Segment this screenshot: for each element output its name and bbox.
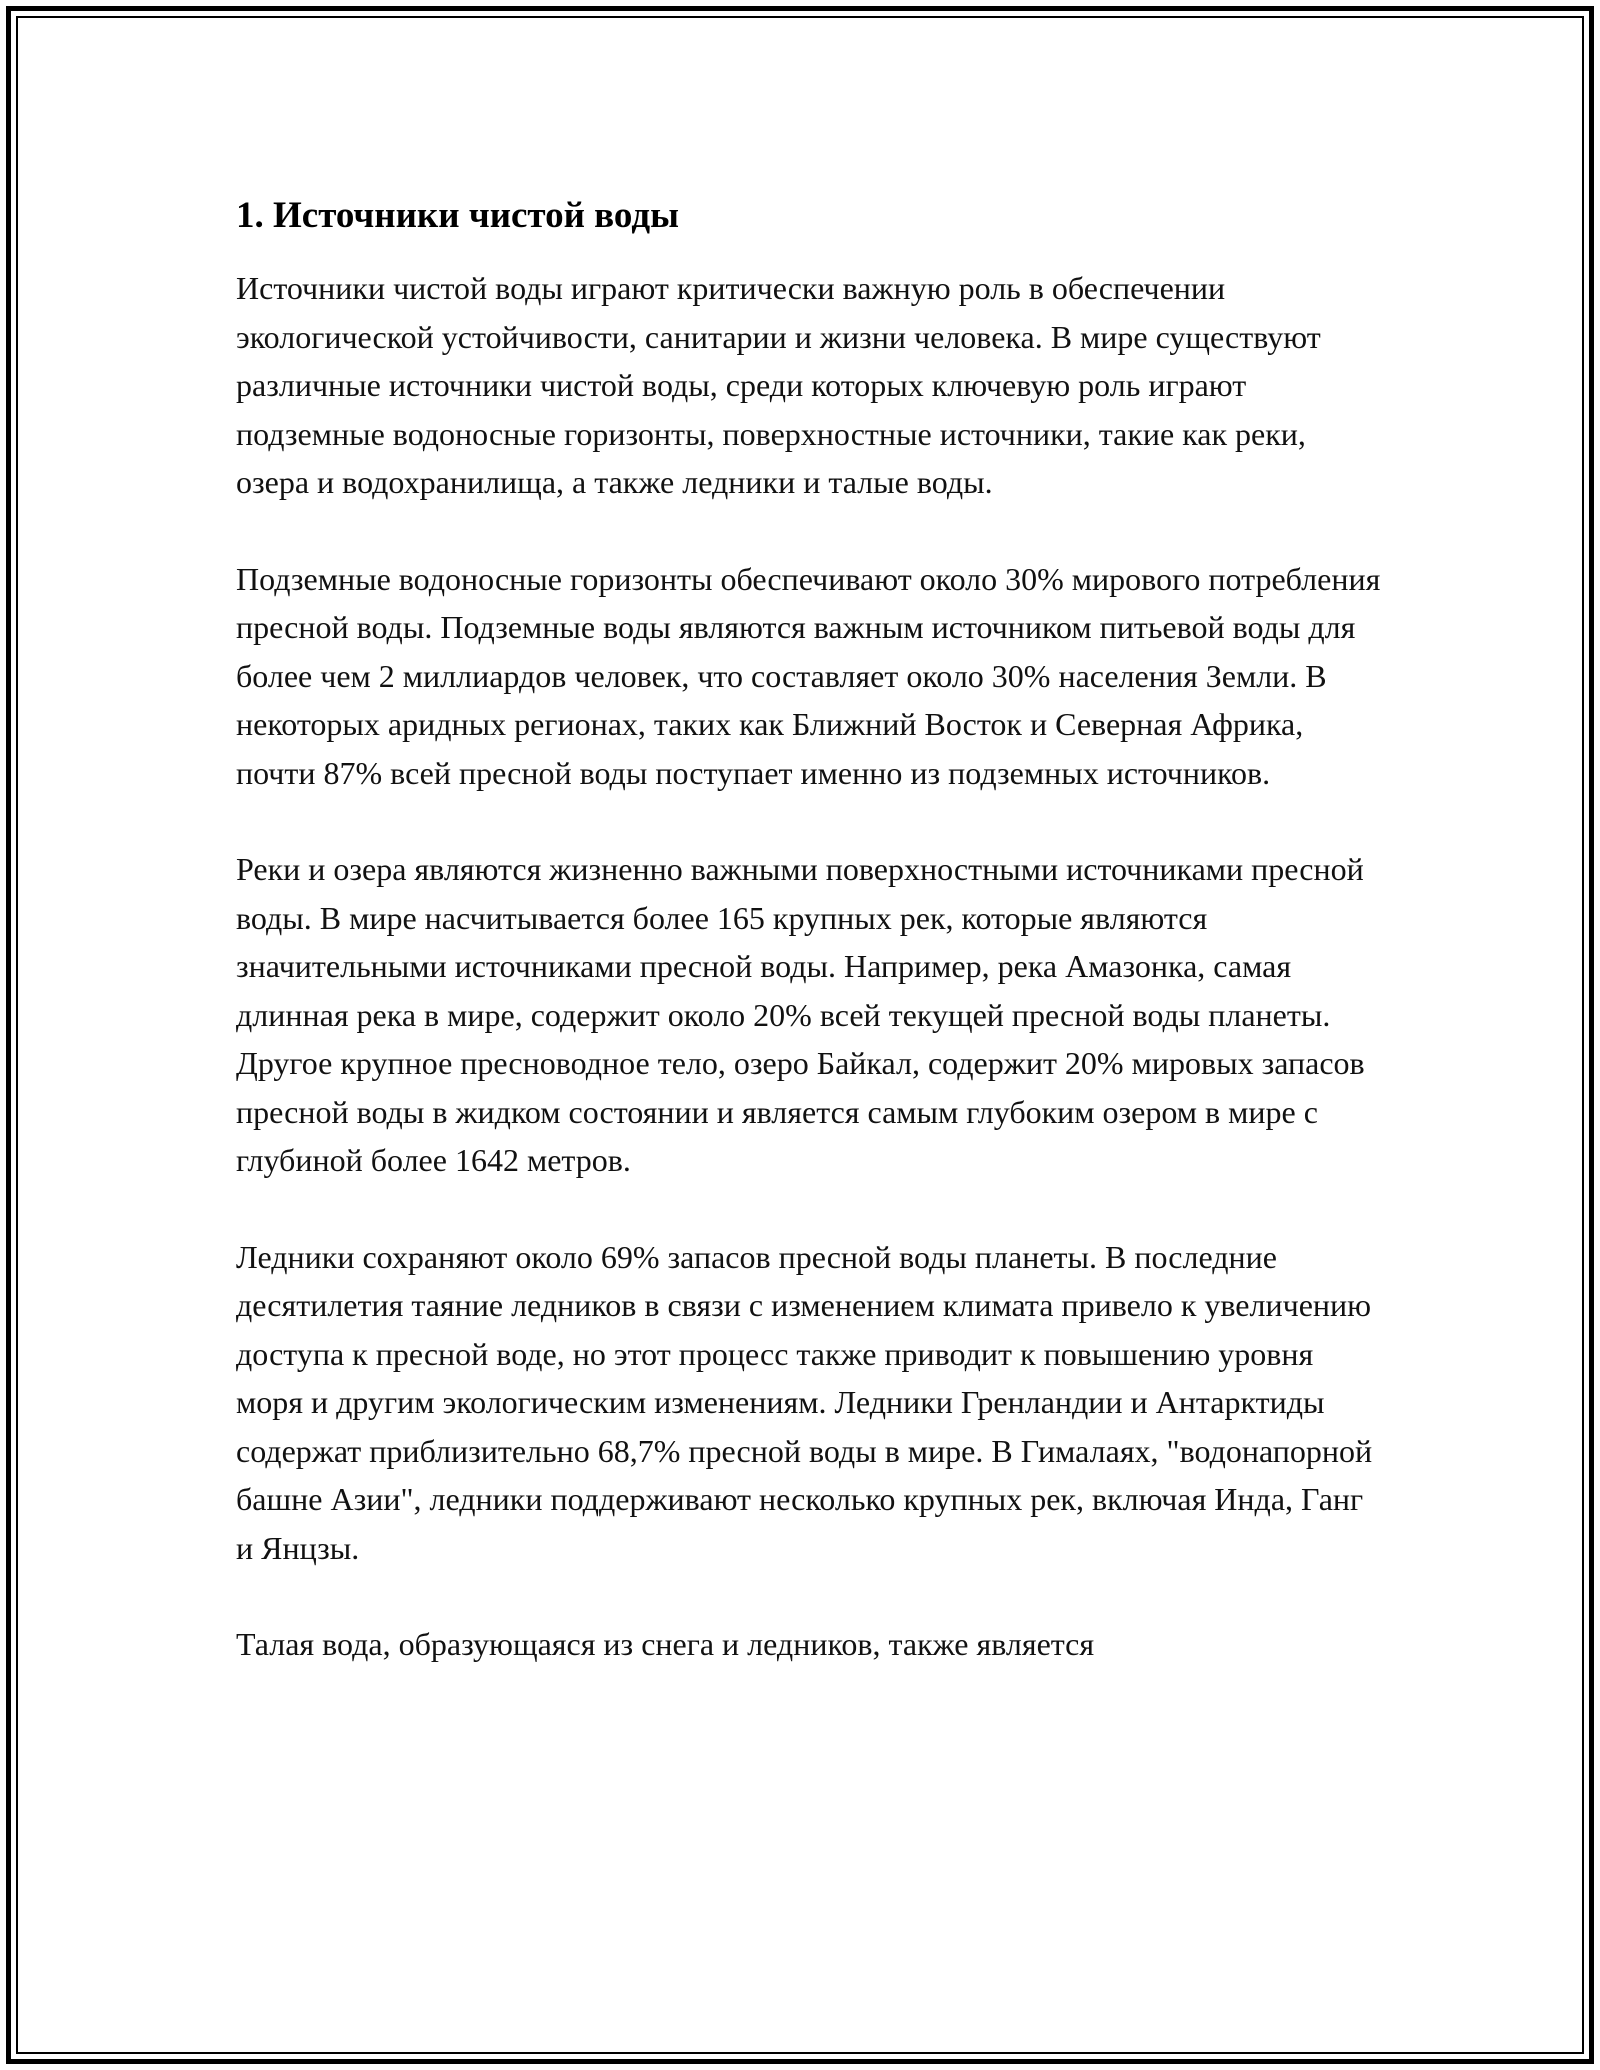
paragraph-meltwater: Талая вода, образующаяся из снега и ледников, также является	[236, 1626, 1095, 1662]
section-heading: 1. Источники чистой воды	[236, 195, 679, 236]
document-body	[236, 188, 1386, 1717]
paragraph-rivers-lakes: Реки и озера являются жизненно важными поверхностными источниками пресной воды. В мире насчитывается более 165 крупных рек, которые являются значительными источниками пресной воды. Например, река Амазонка, самая длинная река в мире, содержит около 20% всей текущей пресной воды планеты. Другое крупное пресноводное тело, озеро Байкал, содержит 20% мировых запасов пресной воды в жидком состоянии и является самым глубоким озером в мире с глубиной более 1642 метров.	[236, 851, 1365, 1178]
paragraph-water-sources-intro: Источники чистой воды играют критически важную роль в обеспечении экологической устойчивости, санитарии и жизни человека. В мире существуют различные источники чистой воды, среди которых ключевую роль играют подземные водоносные горизонты, поверхностные источники, такие как реки, озера и водохранилища, а также ледники и талые воды.	[236, 270, 1321, 500]
paragraph-groundwater: Подземные водоносные горизонты обеспечивают около 30% мирового потребления пресной воды. Подземные воды являются важным источником питьевой воды для более чем 2 миллиардов человек, что составляет около 30% населения Земли. В некоторых аридных регионах, таких как Ближний Восток и Северная Африка, почти 87% всей пресной воды поступает именно из подземных источников.	[236, 560, 1381, 791]
paragraph-glaciers: Ледники сохраняют около 69% запасов пресной воды планеты. В последние десятилетия таяние ледников в связи с изменением климата привело к увеличению доступа к пресной воде, но этот процесс также приводит к повышению уровня моря и другим экологическим изменениям. Ледники Гренландии и Антарктиды содержат приблизительно 68,7% пресной воды в мире. В Гималаях, "водонапорной башне Азии", ледники поддерживают несколько крупных рек, включая Инда, Ганг и Янцзы.	[236, 1238, 1373, 1566]
